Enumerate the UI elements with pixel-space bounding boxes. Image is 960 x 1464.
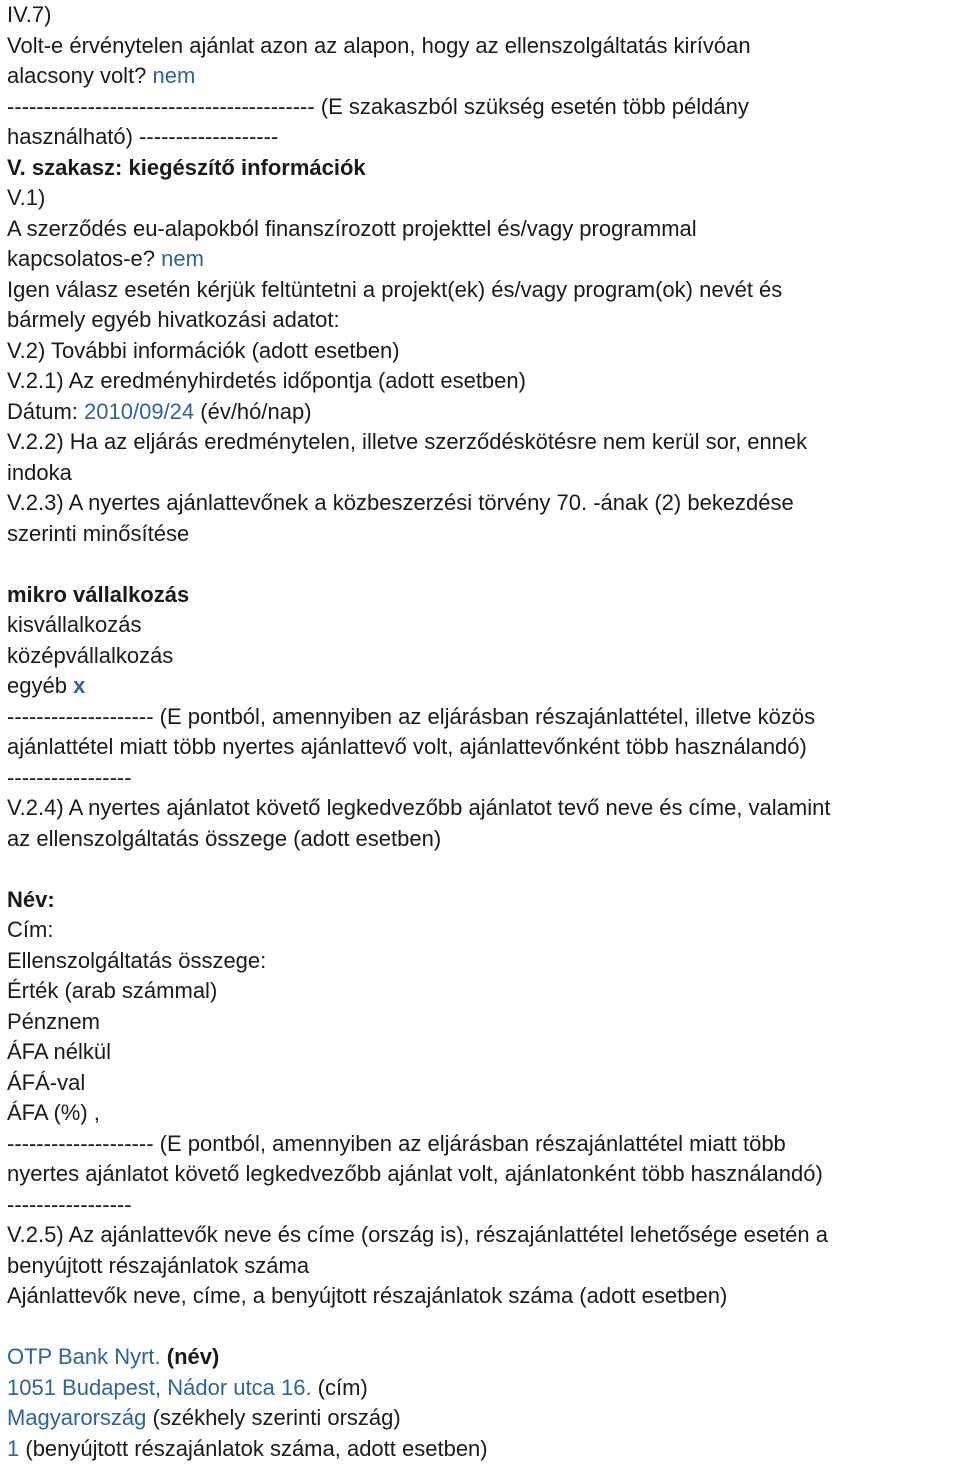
separator-note: használható) ------------------- — [7, 122, 957, 153]
separator-note: ----------------- — [7, 763, 957, 794]
answer-value: nem — [161, 246, 204, 271]
section-id: IV.7) — [7, 0, 957, 31]
separator-note: -------------------- (E pontból, amennyiben az eljárásban részajánlattétel, illetve közös — [7, 702, 957, 733]
option: egyéb x — [7, 671, 957, 702]
subsection-heading: V.2.4) A nyertes ajánlatot követő legkedvezőbb ajánlatot tevő neve és címe, valamint — [7, 793, 957, 824]
question-line: alacsony volt? nem — [7, 61, 957, 92]
subsection-heading: V.2) További információk (adott esetben) — [7, 336, 957, 367]
subsection-heading: V.2.1) Az eredményhirdetés időpontja (adott esetben) — [7, 366, 957, 397]
field-label: Érték (arab számmal) — [7, 976, 957, 1007]
separator-note: ------------------------------------------ (E szakaszból szükség esetén több példány — [7, 92, 957, 123]
field-label: ÁFÁ-val — [7, 1068, 957, 1099]
question-line: kapcsolatos-e? nem — [7, 244, 957, 275]
question-line: A szerződés eu-alapokból finanszírozott projekttel és/vagy programmal — [7, 214, 957, 245]
date-line: Dátum: 2010/09/24 (év/hó/nap) — [7, 397, 957, 428]
subsection-heading: V.2.5) Az ajánlattevők neve és címe (ország is), részajánlattétel lehetősége esetén a — [7, 1220, 957, 1251]
subsection-heading: V.2.3) A nyertes ajánlattevőnek a közbeszerzési törvény 70. -ának (2) bekezdése — [7, 488, 957, 519]
option: középvállalkozás — [7, 641, 957, 672]
bid-count-line: 1 (benyújtott részajánlatok száma, adott esetben) — [7, 1434, 957, 1464]
option: kisvállalkozás — [7, 610, 957, 641]
field-label: Cím: — [7, 915, 957, 946]
bidder-name: OTP Bank Nyrt. — [7, 1344, 161, 1369]
bid-count: 1 — [7, 1436, 19, 1461]
date-value: 2010/09/24 — [84, 399, 194, 424]
separator-note: -------------------- (E pontból, amennyiben az eljárásban részajánlattétel miatt több — [7, 1129, 957, 1160]
subsection-heading: indoka — [7, 458, 957, 489]
field-label: ÁFA nélkül — [7, 1037, 957, 1068]
option-selected: mikro vállalkozás — [7, 580, 957, 611]
bidder-name-line: OTP Bank Nyrt. (név) — [7, 1342, 957, 1373]
subsection-heading: V.2.2) Ha az eljárás eredménytelen, illetve szerződéskötésre nem kerül sor, ennek — [7, 427, 957, 458]
bidder-address: 1051 Budapest, Nádor utca 16. — [7, 1375, 312, 1400]
bidder-address-line: 1051 Budapest, Nádor utca 16. (cím) — [7, 1373, 957, 1404]
instruction-line: bármely egyéb hivatkozási adatot: — [7, 305, 957, 336]
subsection-heading: Ajánlattevők neve, címe, a benyújtott részajánlatok száma (adott esetben) — [7, 1281, 957, 1312]
option-mark: x — [73, 673, 85, 698]
subsection-heading: benyújtott részajánlatok száma — [7, 1251, 957, 1282]
separator-note: nyertes ajánlatot követő legkedvezőbb ajánlat volt, ajánlatonként több használandó) — [7, 1159, 957, 1190]
blank-line — [7, 549, 957, 580]
field-label: Pénznem — [7, 1007, 957, 1038]
instruction-line: Igen válasz esetén kérjük feltüntetni a projekt(ek) és/vagy program(ok) nevét és — [7, 275, 957, 306]
field-label: ÁFA (%) , — [7, 1098, 957, 1129]
field-label: Ellenszolgáltatás összege: — [7, 946, 957, 977]
blank-line — [7, 1312, 957, 1343]
bidder-country-line: Magyarország (székhely szerinti ország) — [7, 1403, 957, 1434]
blank-line — [7, 854, 957, 885]
separator-note: ----------------- — [7, 1190, 957, 1221]
subsection-heading: az ellenszolgáltatás összege (adott esetben) — [7, 824, 957, 855]
subsection-heading: szerinti minősítése — [7, 519, 957, 550]
bidder-country: Magyarország — [7, 1405, 146, 1430]
separator-note: ajánlattétel miatt több nyertes ajánlattevő volt, ajánlattevőnként több használandó) — [7, 732, 957, 763]
section-title: V. szakasz: kiegészítő információk — [7, 153, 957, 184]
field-label: Név: — [7, 885, 957, 916]
section-id: V.1) — [7, 183, 957, 214]
answer-value: nem — [153, 63, 196, 88]
question-line: Volt-e érvénytelen ajánlat azon az alapon, hogy az ellenszolgáltatás kirívóan — [7, 31, 957, 62]
